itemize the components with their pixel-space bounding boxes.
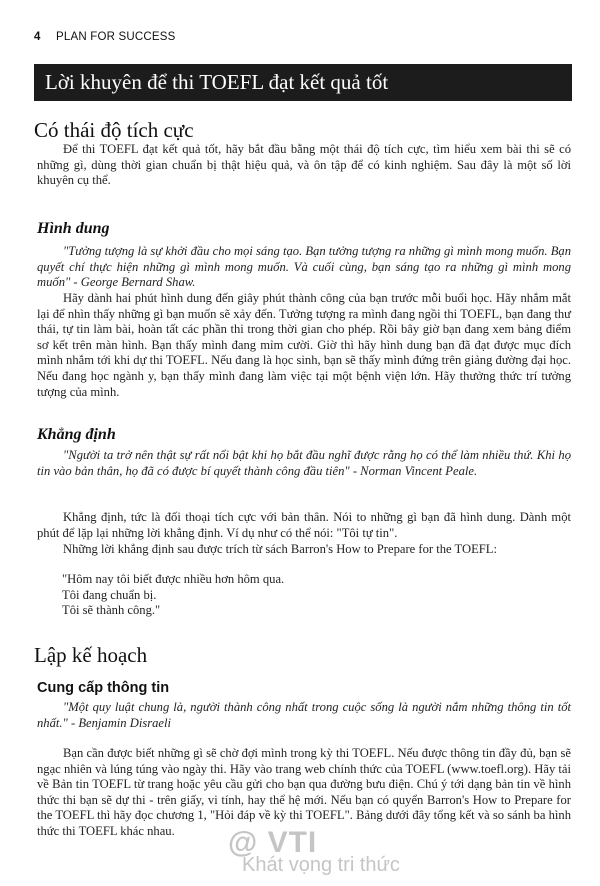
subheading-provide-info: Cung cấp thông tin [37,680,170,696]
affirmation-list [62,572,284,619]
affirm-quote: "Người ta trở nên thật sự rất nổi bật khi họ bắt đầu nghĩ được rằng họ có thể làm nhiều thứ. Khi họ tin vào bản thân, họ đã có được bí quyết thành công đầu tiên" - Norman Vincent Peale. [37,448,571,478]
plan-quote: "Một quy luật chung là, người thành công nhất trong cuộc sống là người nắm những thông tin tốt nhất." - Benjamin Disraeli [37,700,571,730]
plan-body-paragraph: Bạn cần được biết những gì sẽ chờ đợi mình trong kỳ thi TOEFL. Nếu được thông tin đầy đủ, bạn sẽ ngạc nhiên và lúng túng vào ngày thi. Hãy vào trang web chính thức của TOEFL (www.toefl.org). Hãy tải về Bản tin TOEFL từ trang hoặc yêu cầu gửi cho bạn qua đường bưu điện. Chú ý tới dạng bản tin về hình thức thi bạn sẽ dự thi - trên giấy, vi tính, hay thể hệ mới. Nếu bạn có quyển Barron's How to Prepare for the TOEFL thì hãy đọc chương 1, "Hỏi đáp về kỳ thi TOEFL". Bảng dưới đây tổng kết và so sánh ba hình thức thi TOEFL khác nhau. [37,746,571,838]
section-heading-plan: Lập kế hoạch [34,643,148,667]
affirmation-item: Tôi đang chuẩn bị. [62,587,157,602]
watermark-slogan: Khát vọng tri thức [242,854,400,876]
visualize-quote: "Tưởng tượng là sự khởi đầu cho mọi sáng tạo. Bạn tưởng tượng ra những gì mình mong muốn. Bạn quyết chí thực hiện những gì mình mong muốn. Và cuối cùng, bạn sáng tạo ra những gì mình mong muốn" - George Bernard Shaw. [37,244,571,290]
running-title: PLAN FOR SUCCESS [56,31,176,43]
page-number: 4 [34,31,41,43]
affirmation-item: "Hôm nay tôi biết được nhiều hơn hôm qua. [62,572,285,586]
subheading-affirm: Khẳng định [37,426,116,443]
chapter-title-bar: Lời khuyên để thi TOEFL đạt kết quả tốt [34,64,572,101]
running-header [34,31,176,43]
subheading-visualize: Hình dung [37,220,110,237]
affirm-source-paragraph: Những lời khẳng định sau được trích từ sách Barron's How to Prepare for the TOEFL: [63,542,497,556]
watermark-logo-text: @ VTI [228,826,318,859]
attitude-intro-paragraph: Để thi TOEFL đạt kết quả tốt, hãy bắt đầu bằng một thái độ tích cực, tìm hiểu xem bài thi sẽ có những gì, dùng thời gian chuẩn bị thật hiệu quả, và ôn tập để có kinh nghiệm. Sau đây là một số lời khuyên cụ thể. [37,142,571,188]
section-heading-attitude: Có thái độ tích cực [34,118,194,142]
affirm-body-paragraph: Khẳng định, tức là đối thoại tích cực với bản thân. Nói to những gì bạn đã hình dung. Dành một phút để lặp lại những lời khẳng định. Ví dụ như có thể nói: "Tôi tự tin". [37,510,571,540]
affirmation-item: Tôi sẽ thành công." [62,603,161,618]
visualize-body-paragraph: Hãy dành hai phút hình dung đến giây phút thành công của bạn trước mỗi buổi học. Hãy nhắm mắt lại để nhìn thấy những gì bạn muốn sẽ xảy đến. Tưởng tượng ra mình đang ngồi thi TOEFL, bạn đang thư thái, tự tin làm bài, hoàn tất các phần thi trong thời gian cho phép. Rồi bây giờ bạn đang xem bảng điểm sơ kết trên màn hình. Bạn thấy mình đang mỉm cười. Giờ thì hãy hình dung bạn đã đạt được mục đích mình nhắm tới khi dự thi TOEFL. Nếu đang là học sinh, bạn sẽ thấy mình đứng trên giảng đường đại học. Nếu đang học ngành y, bạn thấy mình đang làm việc tại một bệnh viện lớn. Hãy thưởng thức trí tưởng tượng của mình. [37,291,571,399]
